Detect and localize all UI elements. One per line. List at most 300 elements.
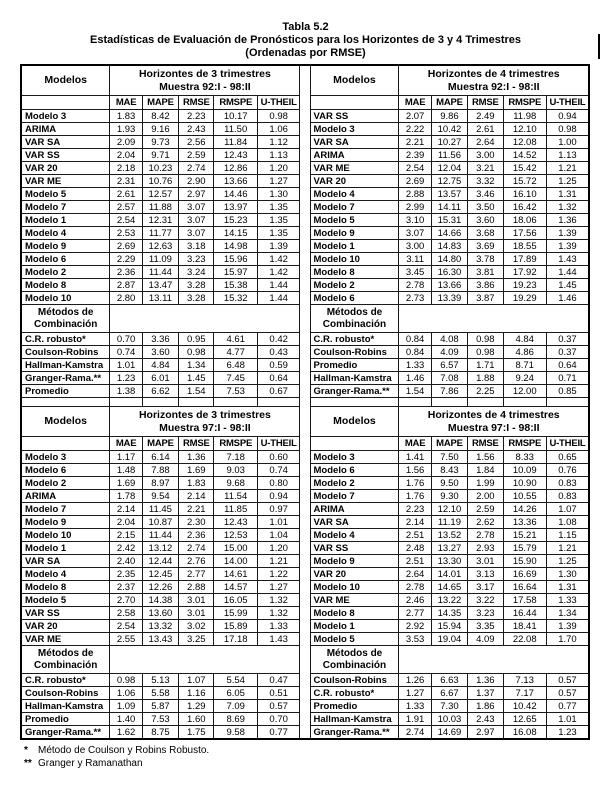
stat-value-mae: 3.45 [399,266,431,279]
stat-value-rmse: 2.76 [179,555,214,568]
stat-value-u-theil: 1.35 [257,201,299,214]
model-name: VAR SA [21,136,110,149]
model-name: Hallman-Kamstra [21,359,110,372]
spacer-cell [21,398,110,407]
stat-value-u-theil: 1.31 [546,581,589,594]
stat-value-rmspe: 10.17 [214,110,257,123]
stat-value-u-theil: 1.44 [546,266,589,279]
spacer-cell [399,398,431,407]
stat-value-rmspe: 8.71 [503,359,546,372]
spacer-column-cell [300,503,310,516]
stat-value-rmspe: 9.24 [503,372,546,385]
stat-value-rmse: 3.13 [468,568,503,581]
model-name: VAR SS [310,110,399,123]
spacer-column-cell [300,407,310,437]
footnote-text: Método de Coulson y Robins Robusto. [38,745,210,756]
stat-value-rmspe: 17.89 [503,253,546,266]
stat-value-rmspe: 14.00 [214,555,257,568]
stat-value-rmse: 1.69 [179,464,214,477]
empty-cell [110,305,300,333]
stat-value-mape: 12.57 [142,188,178,201]
spacer-cell [468,398,503,407]
stat-value-mape: 7.88 [142,464,178,477]
model-name: Granger-Rama.** [21,726,110,740]
stat-value-u-theil: 0.51 [257,687,299,700]
model-name: Modelo 10 [21,292,110,305]
stat-value-mape: 9.54 [142,490,178,503]
model-name: VAR SA [21,555,110,568]
stat-value-rmse: 3.23 [468,607,503,620]
stat-value-mape: 12.44 [142,555,178,568]
stat-value-rmspe: 4.84 [503,333,546,346]
model-name: VAR ME [21,633,110,646]
stat-value-mape: 19.04 [431,633,467,646]
stat-value-mape: 6.57 [431,359,467,372]
column-header-rmspe: RMSPE [214,96,257,110]
model-row [21,253,589,266]
footnote-marker: * [24,745,28,756]
stat-value-mae: 2.78 [399,581,431,594]
stat-value-u-theil: 0.59 [257,359,299,372]
stat-value-rmspe: 14.26 [503,503,546,516]
stat-value-rmspe: 16.05 [214,594,257,607]
stat-value-rmspe: 8.69 [214,713,257,726]
stat-value-mae: 2.46 [399,594,431,607]
model-row [21,292,589,305]
model-name: Modelo 1 [310,620,399,633]
horizon-sample-header [399,65,589,96]
stat-value-rmse: 2.23 [179,110,214,123]
stat-value-u-theil: 0.57 [546,674,589,687]
stat-value-rmspe: 22.08 [503,633,546,646]
stat-value-mae: 2.04 [110,516,142,529]
model-row [21,110,589,123]
stat-value-mae: 2.14 [110,503,142,516]
stat-value-rmspe: 12.00 [503,385,546,398]
stat-value-rmse: 2.78 [468,529,503,542]
stat-value-rmse: 3.21 [468,162,503,175]
stat-value-u-theil: 0.74 [257,464,299,477]
stat-value-mape: 14.11 [431,201,467,214]
stat-value-u-theil: 1.46 [546,292,589,305]
model-name: Modelo 7 [310,201,399,214]
stat-value-rmspe: 18.41 [503,620,546,633]
spacer-cell [257,398,299,407]
stat-value-mape: 14.01 [431,568,467,581]
stat-value-rmspe: 15.99 [214,607,257,620]
stat-value-rmse: 3.07 [179,214,214,227]
stat-value-u-theil: 0.71 [546,372,589,385]
stat-value-rmspe: 14.52 [503,149,546,162]
stat-value-u-theil: 1.13 [546,149,589,162]
model-name: Modelo 7 [310,490,399,503]
stat-value-rmse: 1.34 [179,359,214,372]
spacer-column-cell [300,136,310,149]
stat-value-mape: 13.11 [142,292,178,305]
stat-value-rmse: 2.43 [179,123,214,136]
stat-value-mae: 1.23 [110,372,142,385]
stat-value-rmspe: 10.09 [503,464,546,477]
stat-value-rmse: 3.24 [179,266,214,279]
stat-value-rmspe: 14.61 [214,568,257,581]
sample-line: Muestra 92:I - 98:II [159,80,251,93]
spacer-column-cell [300,542,310,555]
scan-artifact-line [598,34,600,59]
stat-value-mape: 10.03 [431,713,467,726]
stat-value-u-theil: 1.21 [546,542,589,555]
stat-value-rmspe: 15.32 [214,292,257,305]
stat-value-mae: 2.51 [399,555,431,568]
stat-value-u-theil: 1.31 [546,188,589,201]
stat-value-mape: 9.30 [431,490,467,503]
model-row [21,279,589,292]
model-name: Coulson-Robins [21,687,110,700]
model-name: Modelo 2 [21,266,110,279]
stat-value-mape: 8.43 [431,464,467,477]
stat-value-rmse: 2.36 [179,529,214,542]
stat-value-u-theil: 1.15 [546,529,589,542]
stat-value-mape: 13.57 [431,188,467,201]
stat-value-u-theil: 1.39 [546,620,589,633]
stat-value-mae: 2.39 [399,149,431,162]
stat-value-rmse: 2.59 [179,149,214,162]
stat-value-mape: 7.53 [142,713,178,726]
stat-value-u-theil: 1.12 [257,136,299,149]
stat-value-u-theil: 0.64 [257,372,299,385]
stat-value-rmspe: 16.42 [503,201,546,214]
empty-cell [110,646,300,674]
stat-value-rmspe: 18.55 [503,240,546,253]
model-name: Modelo 1 [21,214,110,227]
model-row [21,123,589,136]
empty-cell [399,305,589,333]
stat-value-mae: 2.61 [110,188,142,201]
sample-line: Muestra 92:I - 98:II [447,80,540,93]
stat-value-mae: 2.18 [110,162,142,175]
model-row [21,477,589,490]
spacer-column-cell [300,594,310,607]
stat-value-rmse: 1.36 [179,451,214,464]
stat-value-rmspe: 17.58 [503,594,546,607]
stat-value-rmspe: 10.55 [503,490,546,503]
spacer-cell [546,398,589,407]
stat-value-rmspe: 16.64 [503,581,546,594]
spacer-column-cell [300,581,310,594]
stat-value-mape: 11.56 [431,149,467,162]
stat-value-mape: 16.30 [431,266,467,279]
spacer-column-cell [300,149,310,162]
stat-value-mae: 1.27 [399,687,431,700]
model-name: Modelo 1 [21,542,110,555]
spacer-column-cell [300,516,310,529]
model-row [21,188,589,201]
stat-value-mae: 1.41 [399,451,431,464]
combination-row [21,713,589,726]
stat-value-rmse: 1.37 [468,687,503,700]
horizon-line: Horizontes de 3 trimestres [138,408,271,421]
stat-value-mape: 6.63 [431,674,467,687]
stat-value-rmspe: 5.54 [214,674,257,687]
stat-value-mape: 14.66 [431,227,467,240]
stat-value-u-theil: 1.70 [546,633,589,646]
stat-value-mape: 13.47 [142,279,178,292]
stat-value-rmse: 2.62 [468,516,503,529]
stat-value-mae: 3.53 [399,633,431,646]
stat-value-mape: 11.45 [142,503,178,516]
stat-value-rmse: 1.83 [179,477,214,490]
model-name: Modelo 3 [310,123,399,136]
stat-value-u-theil: 1.36 [546,214,589,227]
stat-value-rmse: 3.50 [468,201,503,214]
stat-value-u-theil: 1.20 [257,542,299,555]
spacer-column-cell [300,175,310,188]
spacer-column-cell [300,555,310,568]
spacer-column-cell [300,214,310,227]
stat-value-rmspe: 12.10 [503,123,546,136]
model-name: Modelo 10 [21,529,110,542]
column-header-mae: MAE [399,96,431,110]
title-line-2: Estadísticas de Evaluación de Pronósticos para los Horizontes de 3 y 4 Trimestres [90,34,521,46]
stat-value-mae: 2.37 [110,581,142,594]
stat-value-rmse: 2.56 [179,136,214,149]
combination-methods-header: Métodos de Combinación [21,646,110,674]
model-name: VAR SS [310,542,399,555]
stat-value-mape: 10.42 [431,123,467,136]
model-name: VAR ME [21,175,110,188]
stat-value-mae: 1.56 [399,464,431,477]
stat-value-mae: 2.22 [399,123,431,136]
stat-value-mape: 10.23 [142,162,178,175]
stat-value-rmse: 2.93 [468,542,503,555]
spacer-column-cell [300,346,310,359]
stat-value-rmse: 3.28 [179,279,214,292]
stat-value-mae: 2.42 [110,542,142,555]
stat-value-u-theil: 0.47 [257,674,299,687]
stat-value-u-theil: 1.43 [257,633,299,646]
stat-value-rmse: 1.84 [468,464,503,477]
stat-value-mape: 5.58 [142,687,178,700]
stat-value-mae: 0.74 [110,346,142,359]
model-name: Granger-Rama.** [310,385,399,398]
models-header: Modelos [310,407,399,437]
stat-value-rmse: 2.49 [468,110,503,123]
stat-value-u-theil: 1.42 [257,266,299,279]
stat-value-rmse: 1.45 [179,372,214,385]
stat-value-rmse: 1.99 [468,477,503,490]
stat-value-rmspe: 17.92 [503,266,546,279]
stat-value-u-theil: 0.67 [257,385,299,398]
spacer-column-cell [300,292,310,305]
stat-value-rmse: 3.87 [468,292,503,305]
model-row [21,451,589,464]
stat-value-rmse: 2.25 [468,385,503,398]
stat-value-rmse: 1.56 [468,451,503,464]
stat-value-mae: 1.78 [110,490,142,503]
model-name: Modelo 3 [310,451,399,464]
stat-value-rmse: 3.22 [468,594,503,607]
stat-value-rmspe: 11.98 [503,110,546,123]
empty-header-cell [21,96,110,110]
stat-value-mae: 0.98 [110,674,142,687]
stat-value-rmse: 2.43 [468,713,503,726]
stat-value-mae: 3.11 [399,253,431,266]
footnote-marker: ** [24,758,32,769]
stat-value-mape: 14.38 [142,594,178,607]
stat-value-mae: 2.54 [399,162,431,175]
spacer-cell [179,398,214,407]
stat-value-mae: 2.55 [110,633,142,646]
model-row [21,266,589,279]
stat-value-mae: 1.48 [110,464,142,477]
model-row [21,490,589,503]
stat-value-rmspe: 14.46 [214,188,257,201]
stat-value-rmse: 3.02 [179,620,214,633]
stat-value-rmspe: 11.50 [214,123,257,136]
stat-value-rmspe: 15.72 [503,175,546,188]
stat-value-mape: 11.44 [142,529,178,542]
spacer-column-cell [300,700,310,713]
model-name: C.R. robusto* [21,333,110,346]
stat-value-rmspe: 19.23 [503,279,546,292]
stat-value-u-theil: 1.04 [257,529,299,542]
model-name: Modelo 4 [21,568,110,581]
spacer-column-cell [300,359,310,372]
stat-value-rmspe: 9.03 [214,464,257,477]
model-name: Modelo 9 [21,516,110,529]
stat-value-rmse: 0.95 [179,333,214,346]
combination-methods-header: Métodos de Combinación [21,305,110,333]
stat-value-rmse: 1.54 [179,385,214,398]
stat-value-mae: 1.91 [399,713,431,726]
empty-header-cell [310,96,399,110]
stat-value-mae: 2.31 [110,175,142,188]
stat-value-mae: 2.64 [399,568,431,581]
column-header-rmspe: RMSPE [503,437,546,451]
stat-value-rmse: 3.86 [468,279,503,292]
stat-value-mae: 2.29 [110,253,142,266]
model-name: Promedio [21,713,110,726]
stat-value-mape: 13.30 [431,555,467,568]
spacer-column-cell [300,568,310,581]
spacer-column-cell [300,529,310,542]
stat-value-u-theil: 0.64 [546,359,589,372]
stat-value-mae: 1.76 [399,490,431,503]
stat-value-u-theil: 0.77 [546,700,589,713]
stat-value-rmspe: 12.86 [214,162,257,175]
stat-value-mae: 2.99 [399,201,431,214]
stat-value-u-theil: 1.39 [546,227,589,240]
model-name: Coulson-Robins [21,346,110,359]
stat-value-rmspe: 13.66 [214,175,257,188]
model-name: Modelo 2 [310,279,399,292]
spacer-column-cell [300,188,310,201]
model-name: Modelo 5 [310,214,399,227]
spacer-column-cell [300,305,310,333]
stat-value-rmse: 2.74 [179,162,214,175]
stat-value-rmspe: 15.38 [214,279,257,292]
column-header-mape: MAPE [431,437,467,451]
stat-value-rmspe: 9.68 [214,477,257,490]
stat-value-mape: 3.36 [142,333,178,346]
stat-value-mape: 3.60 [142,346,178,359]
stat-value-mae: 2.15 [110,529,142,542]
footnote-coulson-robins [24,744,611,757]
stat-value-mape: 11.09 [142,253,178,266]
stat-value-rmse: 1.16 [179,687,214,700]
model-row [21,503,589,516]
spacer-column-cell [300,437,310,451]
stat-value-rmspe: 19.29 [503,292,546,305]
models-header: Modelos [310,65,399,96]
stat-value-rmse: 3.46 [468,188,503,201]
stat-value-u-theil: 1.39 [546,240,589,253]
table-title [0,21,611,60]
stat-value-u-theil: 1.32 [257,594,299,607]
stat-value-mae: 2.51 [399,529,431,542]
stat-value-rmse: 2.90 [179,175,214,188]
spacer-column-cell [300,227,310,240]
stat-value-u-theil: 0.94 [546,110,589,123]
spacer-column-cell [300,620,310,633]
stat-value-u-theil: 0.97 [257,503,299,516]
stat-value-u-theil: 1.30 [546,568,589,581]
spacer-cell [431,398,467,407]
stat-value-rmspe: 15.00 [214,542,257,555]
stat-value-mape: 14.35 [431,607,467,620]
stat-value-rmse: 3.07 [179,227,214,240]
spacer-column-cell [300,372,310,385]
model-name: Modelo 4 [310,188,399,201]
combination-row [21,346,589,359]
model-name: Modelo 2 [21,477,110,490]
stat-value-mae: 2.57 [110,201,142,214]
stat-value-u-theil: 1.20 [257,162,299,175]
stat-value-rmse: 1.60 [179,713,214,726]
stat-value-rmse: 3.68 [468,227,503,240]
stat-value-rmspe: 11.84 [214,136,257,149]
stat-value-u-theil: 0.98 [257,110,299,123]
model-name: VAR SA [310,136,399,149]
column-header-u-theil: U-THEIL [257,437,299,451]
model-name: Modelo 2 [310,477,399,490]
stat-value-rmse: 3.01 [179,594,214,607]
model-name: Modelo 5 [21,594,110,607]
stat-value-u-theil: 1.44 [257,292,299,305]
column-header-mape: MAPE [142,96,178,110]
stat-value-mape: 12.75 [431,175,467,188]
column-header-u-theil: U-THEIL [546,96,589,110]
model-row [21,136,589,149]
stat-value-u-theil: 1.35 [257,214,299,227]
stat-value-rmspe: 16.69 [503,568,546,581]
stat-value-u-theil: 0.37 [546,333,589,346]
stat-value-mape: 13.27 [431,542,467,555]
stat-value-mae: 1.17 [110,451,142,464]
stat-value-mape: 8.97 [142,477,178,490]
stat-value-mae: 1.83 [110,110,142,123]
stat-value-rmspe: 15.21 [503,529,546,542]
stat-value-mae: 1.38 [110,385,142,398]
stat-value-u-theil: 0.37 [546,346,589,359]
stat-value-u-theil: 0.76 [546,464,589,477]
stat-value-rmspe: 10.42 [503,700,546,713]
stat-value-mape: 10.27 [431,136,467,149]
stat-value-mape: 10.87 [142,516,178,529]
stat-value-mape: 5.87 [142,700,178,713]
spacer-column-cell [300,490,310,503]
model-name: VAR SS [21,607,110,620]
combination-row [21,333,589,346]
